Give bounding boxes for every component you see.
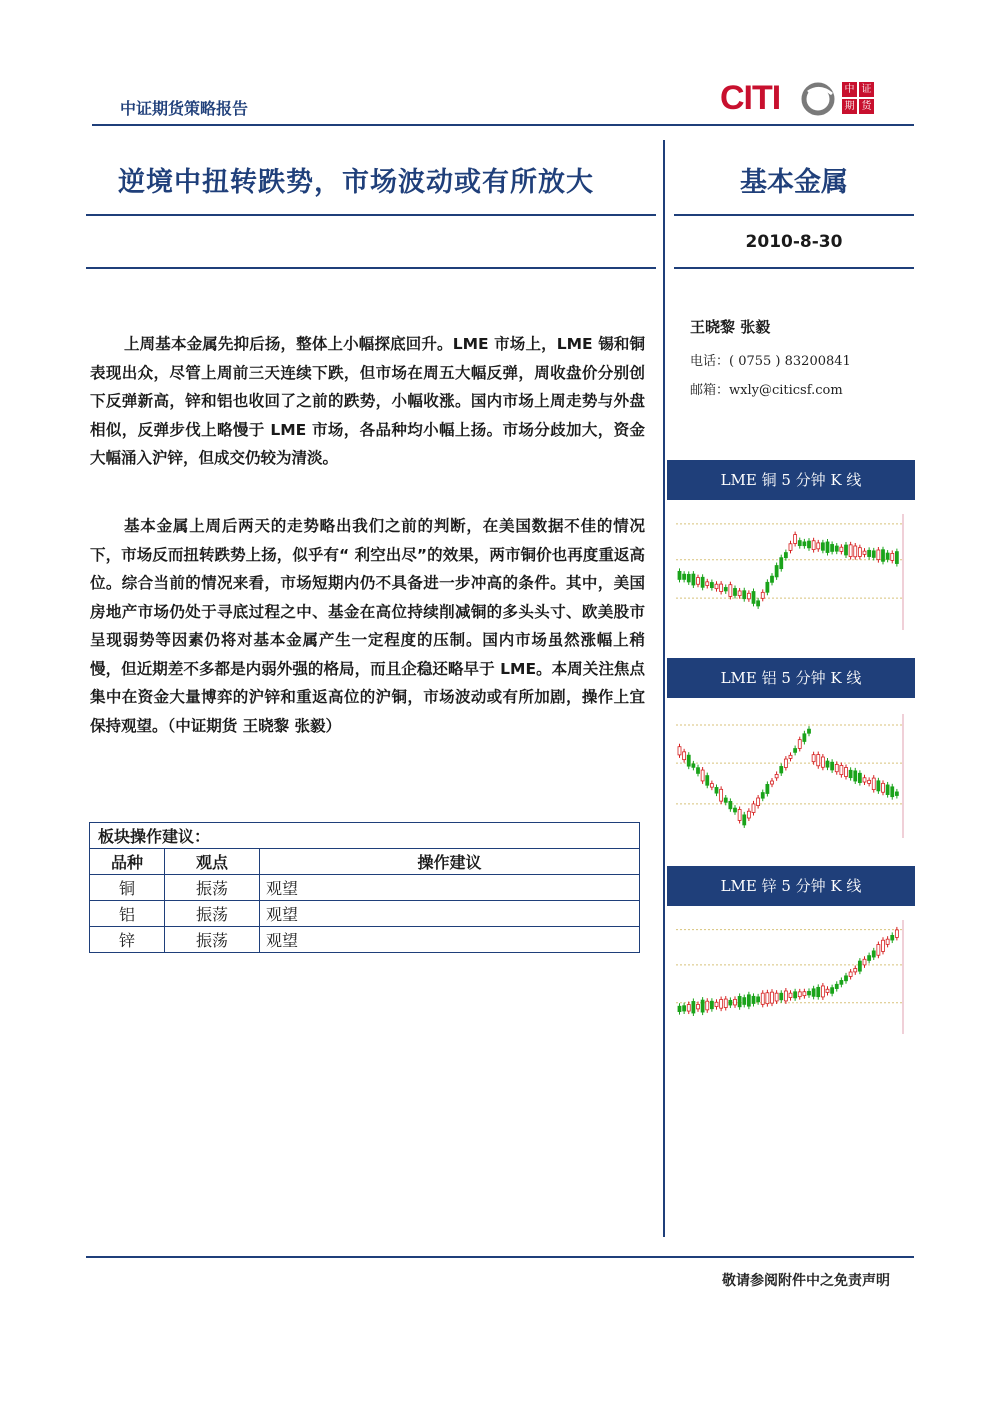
candle <box>697 578 700 585</box>
candle <box>720 789 723 801</box>
candle <box>775 774 778 777</box>
email-address[interactable]: 邮箱：wxly@citicsf.com <box>690 383 843 398</box>
row-view: 振荡 <box>165 875 260 901</box>
header-rule <box>92 124 914 126</box>
candle <box>798 992 801 997</box>
section-title: 基本金属 <box>740 167 848 198</box>
candle <box>687 574 690 582</box>
candle <box>747 593 750 599</box>
candle <box>877 550 880 560</box>
candle <box>812 755 815 762</box>
candle <box>840 765 843 774</box>
candle <box>863 778 866 782</box>
candle <box>826 761 829 767</box>
candle <box>808 991 811 995</box>
candle <box>710 582 713 587</box>
header-suggestion: 操作建议 <box>260 849 640 875</box>
candle <box>761 793 764 799</box>
candle <box>752 996 755 1003</box>
candle <box>882 783 885 792</box>
candle <box>780 766 783 772</box>
candle <box>826 542 829 553</box>
candle <box>858 773 861 782</box>
candle <box>840 980 843 984</box>
paragraph-1: 上周基本金属先抑后扬，整体上小幅探底回升。LME 市场上，LME 锡和铜表现出众，尽管上周前三天连续下跌，但市场在周五大幅反弹，周收盘价分别创下反弹新高，锌和铝也收回了之前的跌势，小幅收涨。国内市场上周走势与外盘相似，反弹步伐上略慢于 LME 市场，各品种均小幅上扬。市场分歧加大，资金大幅涌入沪锌，但成交仍较为清淡。 <box>90 335 645 467</box>
table-row <box>90 927 640 953</box>
row-variety: 铜 <box>90 875 165 901</box>
candle <box>697 1004 700 1008</box>
paragraph-2: 基本金属上周后两天的走势略出我们之前的判断，在美国数据不佳的情况下，市场反而扭转跌势上扬，似乎有“ 利空出尽”的效果，两市铜价也再度重返高位。综合当前的情况来看，市场短期内仍不具备进一步冲高的条件。其中，美国房地产市场仍处于寻底过程之中、基金在高位持续削减铜的多头头寸、欧美股市呈现弱势等因素仍将对基本金属产生一定程度的压制。国内市场虽然涨幅上稍慢，但近期差不多都是内弱外强的格局，而且企稳还略早于 LME。本周关注焦点集中在资金大量博弈的沪锌和重返高位的沪铜，市场波动或有所加剧，操作上宜保持观望。（中证期货 王晓黎 张毅） <box>90 517 645 735</box>
title-rule <box>86 214 656 216</box>
candle <box>678 747 681 755</box>
candle <box>803 992 806 996</box>
candle <box>798 740 801 749</box>
candle <box>757 798 760 806</box>
table-row <box>90 901 640 927</box>
candle <box>710 1001 713 1008</box>
candle <box>701 770 704 781</box>
candle <box>752 804 755 813</box>
candle <box>715 584 718 588</box>
candle <box>789 755 792 758</box>
candle <box>808 729 811 733</box>
candle <box>821 757 824 767</box>
candle <box>678 1006 681 1011</box>
candle <box>849 770 852 777</box>
candle <box>872 778 875 790</box>
candle <box>747 811 750 818</box>
table-row <box>90 875 640 901</box>
candle <box>891 553 894 560</box>
candle <box>757 601 760 606</box>
candle <box>761 592 764 598</box>
candle <box>798 541 801 546</box>
candle <box>766 582 769 592</box>
candle <box>715 787 718 793</box>
candle <box>868 550 871 556</box>
candle <box>697 768 700 774</box>
subtitle-rule <box>86 267 656 269</box>
candle <box>877 781 880 791</box>
table-header-row <box>90 849 640 875</box>
candle <box>784 759 787 767</box>
candle <box>849 545 852 557</box>
candle <box>877 945 880 956</box>
candle <box>872 951 875 957</box>
section-rule <box>674 214 914 216</box>
candle <box>771 992 774 1003</box>
logo-wordmark: CITI <box>720 79 781 117</box>
candle <box>710 784 713 788</box>
candle <box>821 543 824 550</box>
table-caption-row <box>90 823 640 849</box>
row-view: 振荡 <box>165 927 260 953</box>
operations-table <box>89 822 640 953</box>
candle <box>738 591 741 596</box>
logo-swoosh-icon <box>798 82 840 116</box>
candle <box>784 553 787 558</box>
candle <box>738 809 741 820</box>
disclaimer-note: 敬请参阅附件中之免责声明 <box>722 1273 890 1289</box>
candle <box>706 776 709 786</box>
row-variety: 锌 <box>90 927 165 953</box>
candle <box>845 545 848 555</box>
zinc-kline-chart <box>672 912 908 1038</box>
candle <box>840 547 843 551</box>
row-variety: 铝 <box>90 901 165 927</box>
candle <box>687 1005 690 1012</box>
candle <box>891 935 894 940</box>
candle <box>858 548 861 557</box>
candle <box>692 1001 695 1013</box>
candle <box>845 976 848 981</box>
candle <box>784 991 787 1001</box>
candle <box>891 787 894 797</box>
row-suggestion: 观望 <box>260 927 640 953</box>
candle <box>868 956 871 961</box>
row-suggestion: 观望 <box>260 875 640 901</box>
candle <box>835 984 838 988</box>
aluminum-kline-chart <box>672 706 908 842</box>
table-caption: 板块操作建议： <box>90 823 640 849</box>
candle <box>729 585 732 597</box>
candle <box>803 734 806 742</box>
candle <box>868 780 871 783</box>
candle <box>678 571 681 579</box>
candle <box>683 1006 686 1011</box>
candle <box>812 989 815 997</box>
copper-kline-chart <box>672 506 908 634</box>
candle <box>715 1002 718 1006</box>
candle <box>789 544 792 551</box>
candle <box>835 764 838 771</box>
candle <box>826 989 829 992</box>
logo-char-3: 期 <box>842 99 857 114</box>
candle <box>882 940 885 951</box>
candle <box>743 815 746 825</box>
row-view: 振荡 <box>165 901 260 927</box>
logo-char-4: 货 <box>859 99 874 114</box>
zinc-chart-label: LME 锌 5 分钟 K 线 <box>667 866 915 906</box>
candle <box>701 577 704 587</box>
aluminum-chart-label: LME 铝 5 分钟 K 线 <box>667 658 915 698</box>
candle <box>794 992 797 998</box>
candle <box>854 771 857 781</box>
candle <box>683 574 686 579</box>
authors: 王晓黎 张毅 <box>690 318 771 336</box>
candle <box>720 584 723 591</box>
candle <box>683 752 686 760</box>
candle <box>757 997 760 1002</box>
candle <box>706 1001 709 1010</box>
candle <box>775 566 778 577</box>
candle <box>808 541 811 548</box>
candle <box>720 1000 723 1009</box>
header-variety: 品种 <box>90 849 165 875</box>
candle <box>724 798 727 802</box>
candle <box>882 550 885 562</box>
candle <box>734 588 737 595</box>
candle <box>854 969 857 972</box>
candle <box>752 592 755 604</box>
candle <box>872 551 875 558</box>
candle <box>794 535 797 544</box>
candle <box>895 792 898 796</box>
logo-char-1: 中 <box>842 82 857 97</box>
candle <box>734 999 737 1005</box>
date-rule <box>674 267 914 269</box>
candle <box>743 998 746 1005</box>
report-series-title: 中证期货策略报告 <box>120 99 249 118</box>
candle <box>803 542 806 546</box>
candle <box>701 1000 704 1012</box>
candle <box>886 939 889 944</box>
candle <box>835 546 838 551</box>
candle <box>738 996 741 1006</box>
report-date: 2010-8-30 <box>745 232 843 252</box>
candle <box>854 546 857 557</box>
candle <box>817 755 820 766</box>
candle <box>734 808 737 812</box>
candle <box>886 785 889 795</box>
row-suggestion: 观望 <box>260 901 640 927</box>
footer-rule <box>86 1256 914 1258</box>
candle <box>858 961 861 971</box>
candle <box>724 587 727 590</box>
candle <box>775 993 778 1001</box>
candle <box>895 930 898 937</box>
candle <box>789 993 792 997</box>
candle <box>687 755 690 766</box>
candle <box>863 551 866 554</box>
header-view: 观点 <box>165 849 260 875</box>
candle <box>761 993 764 1004</box>
candle <box>886 553 889 559</box>
candle <box>831 762 834 770</box>
candle <box>743 591 746 599</box>
candle <box>771 781 774 784</box>
candle <box>849 972 852 976</box>
candle <box>831 988 834 994</box>
copper-chart-label: LME 铜 5 分钟 K 线 <box>667 460 915 500</box>
candle <box>692 574 695 585</box>
candle <box>812 541 815 550</box>
report-title: 逆境中扭转跌势，市场波动或有所放大 <box>118 167 594 198</box>
candle <box>817 543 820 549</box>
candle <box>845 767 848 776</box>
candle <box>895 552 898 564</box>
column-divider <box>663 140 665 1237</box>
candle <box>780 993 783 1000</box>
candle <box>692 764 695 767</box>
candle <box>817 987 820 996</box>
candle <box>729 1000 732 1005</box>
candle <box>766 993 769 1004</box>
candle <box>724 999 727 1007</box>
candle <box>747 995 750 1006</box>
citic-logo <box>720 78 880 118</box>
candle <box>794 749 797 753</box>
candle <box>780 558 783 569</box>
candle <box>863 959 866 965</box>
candle <box>831 544 834 551</box>
logo-char-2: 证 <box>859 82 874 97</box>
candle <box>766 784 769 793</box>
candle <box>706 582 709 586</box>
candle <box>729 801 732 808</box>
phone-number: 电话：( 0755 ) 83200841 <box>690 354 851 369</box>
candle <box>821 986 824 997</box>
candle <box>771 576 774 582</box>
